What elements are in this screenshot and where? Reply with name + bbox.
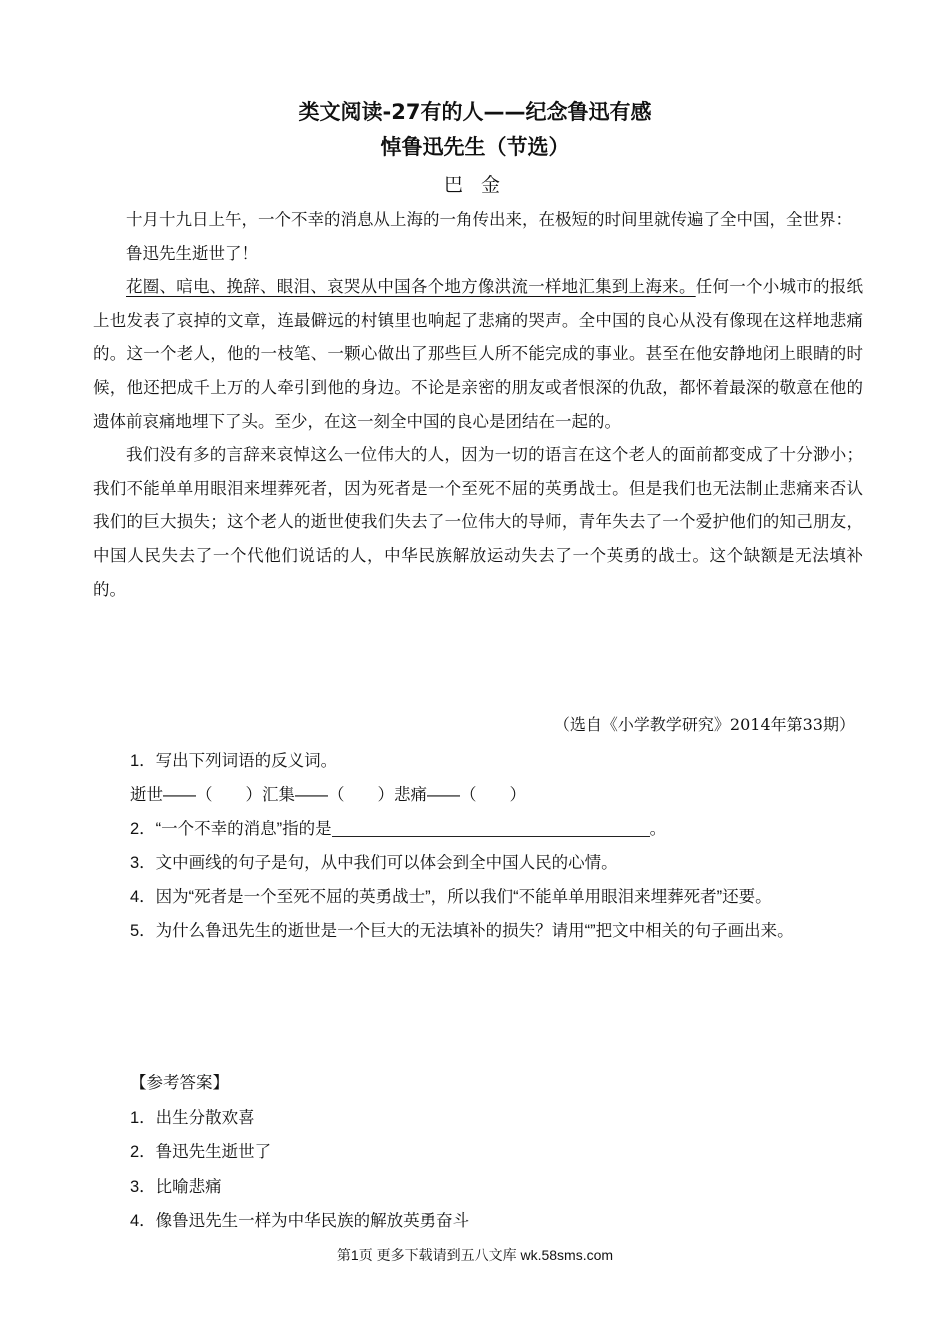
question-1: 1．写出下列词语的反义词。 <box>130 752 338 770</box>
article-title: 悼鲁迅先生（节选） <box>380 135 570 159</box>
underlined-sentence: 花圈、唁电、挽辞、眼泪、哀哭从中国各个地方像洪流一样地汇集到上海来。 <box>126 277 696 297</box>
answer-blank <box>332 818 650 837</box>
paragraph-3 <box>93 270 863 438</box>
paragraph-2: 鲁迅先生逝世了！ <box>126 243 258 263</box>
answer-3: 3．比喻悲痛 <box>130 1177 222 1196</box>
page-footer: 第1页 更多下载请到五八文库 wk.58sms.com <box>336 1247 614 1263</box>
paragraph-3-rest: 任何一个小城市的报纸上也发表了哀掉的文章，连最僻远的村镇里也响起了悲痛的哭声。全中国的良心从没有像现在这样地悲痛的。这一个老人，他的一枝笔、一颗心做出了那些巨人所不能完成的事业。甚至在他安静地闭上眼睛的时候，他还把成千上万的人牵引到他的身边。不论是亲密的朋友或者恨深的仇敌，都怀着最深的敬意在他的遗体前哀痛地埋下了头。至少，在这一刻全中国的良心是团结在一起的。 <box>93 277 864 431</box>
question-3: 3．文中画线的句子是句，从中我们可以体会到全中国人民的心情。 <box>130 854 618 872</box>
answers-section <box>93 1066 863 1239</box>
question-2-text: 2．“一个不幸的消息”指的是 <box>130 820 332 838</box>
questions-section <box>93 744 863 948</box>
answers-heading: 【参考答案】 <box>130 1074 229 1092</box>
answer-4: 4．像鲁迅先生一样为中华民族的解放英勇奋斗 <box>130 1212 470 1230</box>
question-4: 4．因为“死者是一个至死不屈的英勇战士”，所以我们“不能单单用眼泪来埋葬死者”还要。 <box>130 888 772 906</box>
document-title: 类文阅读-27有的人——纪念鲁迅有感 <box>298 100 652 124</box>
paragraph-4: 我们没有多的言辞来哀悼这么一位伟大的人，因为一切的语言在这个老人的面前都变成了十分渺小；我们不能单单用眼泪来埋葬死者，因为死者是一个至死不屈的英勇战士。但是我们也无法制止悲痛来否认我们的巨大损失；这个老人的逝世使我们失去了一位伟大的导师，青年失去了一个爱护他们的知己朋友，中国人民失去了一个代他们说话的人，中华民族解放运动失去了一个英勇的战士。这个缺额是无法填补的。 <box>93 445 863 599</box>
source-citation: （选自《小学教学研究》2014年第33期） <box>553 715 855 734</box>
question-2-end: 。 <box>649 820 667 838</box>
answer-2: 2．鲁迅先生逝世了 <box>130 1143 272 1161</box>
question-5: 5．为什么鲁迅先生的逝世是一个巨大的无法填补的损失？请用“”把文中相关的句子画出来。 <box>130 922 794 940</box>
answer-1: 1．出生分散欢喜 <box>130 1108 255 1127</box>
question-1-items: 逝世——（ ）汇集——（ ）悲痛——（ ） <box>130 786 526 804</box>
article-body <box>93 203 863 606</box>
author-name: 巴 金 <box>443 174 507 196</box>
paragraph-1: 十月十九日上午，一个不幸的消息从上海的一角传出来，在极短的时间里就传遍了全中国，全世界： <box>126 210 852 229</box>
question-2 <box>93 812 863 846</box>
